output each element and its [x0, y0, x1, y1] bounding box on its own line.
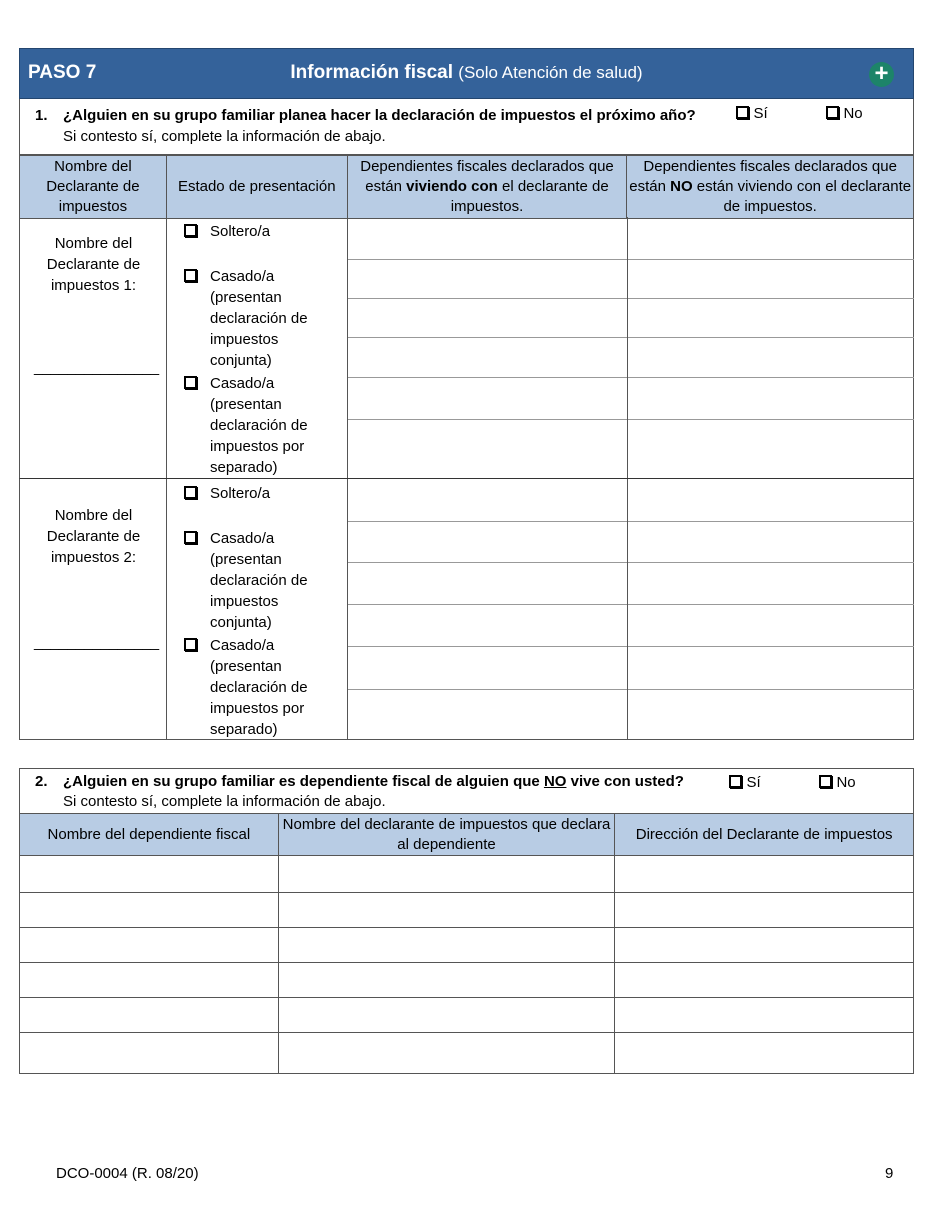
filer-1-joint-checkbox[interactable] — [184, 269, 197, 282]
table-row — [20, 1033, 914, 1074]
filer-2-status-separate[interactable]: Casado/a (presentan declaración de impuestos por separado) — [185, 635, 325, 740]
filer-2-dependents-living-with — [348, 479, 628, 739]
filer-2-status-single[interactable]: Soltero/a — [185, 483, 325, 504]
filer-1-separate-checkbox[interactable] — [184, 376, 197, 389]
table-cell[interactable] — [615, 1033, 914, 1074]
q2-no-checkbox[interactable] — [819, 775, 832, 788]
q1-col-dependents-living-with: Dependientes fiscales declarados que están viviendo con el declarante de impuestos. — [347, 156, 627, 219]
q1-no-checkbox[interactable] — [826, 106, 839, 119]
q1-yes-option[interactable] — [736, 105, 768, 123]
filer-2-name-cell[interactable] — [20, 479, 167, 739]
question-2 — [19, 768, 914, 814]
table-cell[interactable] — [278, 893, 615, 928]
table-row — [20, 928, 914, 963]
q2-no-label: No — [836, 774, 856, 791]
q2-table — [19, 813, 914, 1074]
table-cell[interactable] — [278, 963, 615, 998]
question-2-number: 2. — [35, 773, 48, 790]
filer-2-status-joint[interactable]: Casado/a (presentan declaración de impuestos conjunta) — [185, 528, 325, 633]
table-cell[interactable] — [278, 1033, 615, 1074]
filer-1-dependents-not-living-with — [628, 217, 914, 478]
q1-yes-label: Sí — [753, 105, 768, 122]
filer-2-name-line[interactable]: _______________ — [34, 634, 160, 651]
table-cell[interactable] — [278, 998, 615, 1033]
table-cell[interactable] — [615, 963, 914, 998]
table-row — [20, 998, 914, 1033]
filer-2-block — [19, 478, 914, 740]
filer-2-label: Nombre del Declarante de impuestos 2: — [46, 507, 141, 566]
filer-1-status-joint[interactable]: Casado/a (presentan declaración de impuestos conjunta) — [185, 266, 325, 371]
filer-1-block — [19, 217, 914, 479]
filer-2-separate-checkbox[interactable] — [184, 638, 197, 651]
table-row — [20, 963, 914, 998]
page-number: 9 — [885, 1165, 894, 1182]
table-row — [20, 856, 914, 893]
section-title-sub: (Solo Atención de salud) — [458, 63, 643, 82]
table-row — [20, 893, 914, 928]
table-cell[interactable] — [615, 856, 914, 893]
question-1-instruction: Si contesto sí, complete la información de abajo. — [63, 128, 386, 145]
table-cell[interactable] — [20, 856, 279, 893]
q1-no-option[interactable] — [826, 105, 863, 123]
filer-1-dependents-living-with — [348, 217, 628, 478]
table-cell[interactable] — [20, 998, 279, 1033]
table-cell[interactable] — [20, 928, 279, 963]
table-cell[interactable] — [278, 856, 615, 893]
q2-yes-option[interactable] — [729, 774, 761, 792]
q1-col-filing-status: Estado de presentación — [166, 156, 347, 219]
table-cell[interactable] — [615, 998, 914, 1033]
q1-yes-checkbox[interactable] — [736, 106, 749, 119]
filer-2-dependents-not-living-with — [628, 479, 914, 739]
table-cell[interactable] — [20, 1033, 279, 1074]
table-cell[interactable] — [615, 893, 914, 928]
step-header — [19, 48, 914, 99]
question-1 — [19, 99, 914, 155]
filer-2-joint-checkbox[interactable] — [184, 531, 197, 544]
filer-1-name-cell[interactable] — [20, 217, 167, 478]
table-cell[interactable] — [20, 893, 279, 928]
q1-table-header — [19, 155, 914, 219]
filer-2-status-cell — [167, 479, 348, 739]
q1-no-label: No — [843, 105, 863, 122]
form-code: DCO-0004 (R. 08/20) — [56, 1165, 199, 1182]
filer-1-label: Nombre del Declarante de impuestos 1: — [46, 235, 141, 294]
table-cell[interactable] — [278, 928, 615, 963]
q2-yes-checkbox[interactable] — [729, 775, 742, 788]
filer-2-single-checkbox[interactable] — [184, 486, 197, 499]
filer-1-name-line[interactable]: _______________ — [34, 359, 160, 376]
filer-1-single-checkbox[interactable] — [184, 224, 197, 237]
q2-col-dependent-name: Nombre del dependiente fiscal — [20, 814, 279, 856]
q1-col-dependents-not-living-with: Dependientes fiscales declarados que están NO están viviendo con el declarante de impuestos. — [627, 156, 914, 219]
q2-yes-label: Sí — [746, 774, 761, 791]
table-cell[interactable] — [20, 963, 279, 998]
question-2-text: ¿Alguien en su grupo familiar es dependiente fiscal de alguien que NO vive con usted? — [63, 773, 684, 790]
question-1-text: ¿Alguien en su grupo familiar planea hacer la declaración de impuestos el próximo año? — [63, 107, 696, 124]
q2-col-filer-address: Dirección del Declarante de impuestos — [615, 814, 914, 856]
filer-1-status-cell — [167, 217, 348, 478]
q1-col-filer-name: Nombre del Declarante de impuestos — [20, 156, 167, 219]
section-title — [20, 62, 913, 84]
question-2-instruction: Si contesto sí, complete la información de abajo. — [63, 793, 386, 810]
q2-no-option[interactable] — [819, 774, 856, 792]
step-label: PASO 7 — [28, 62, 97, 83]
filer-1-status-separate[interactable]: Casado/a (presentan declaración de impuestos por separado) — [185, 373, 325, 478]
question-1-number: 1. — [35, 107, 48, 124]
section-title-main: Información fiscal — [290, 62, 454, 83]
expand-plus-icon[interactable]: + — [869, 62, 894, 87]
q2-col-filer-name: Nombre del declarante de impuestos que declara al dependiente — [278, 814, 615, 856]
table-cell[interactable] — [615, 928, 914, 963]
filer-1-status-single[interactable]: Soltero/a — [185, 221, 325, 242]
